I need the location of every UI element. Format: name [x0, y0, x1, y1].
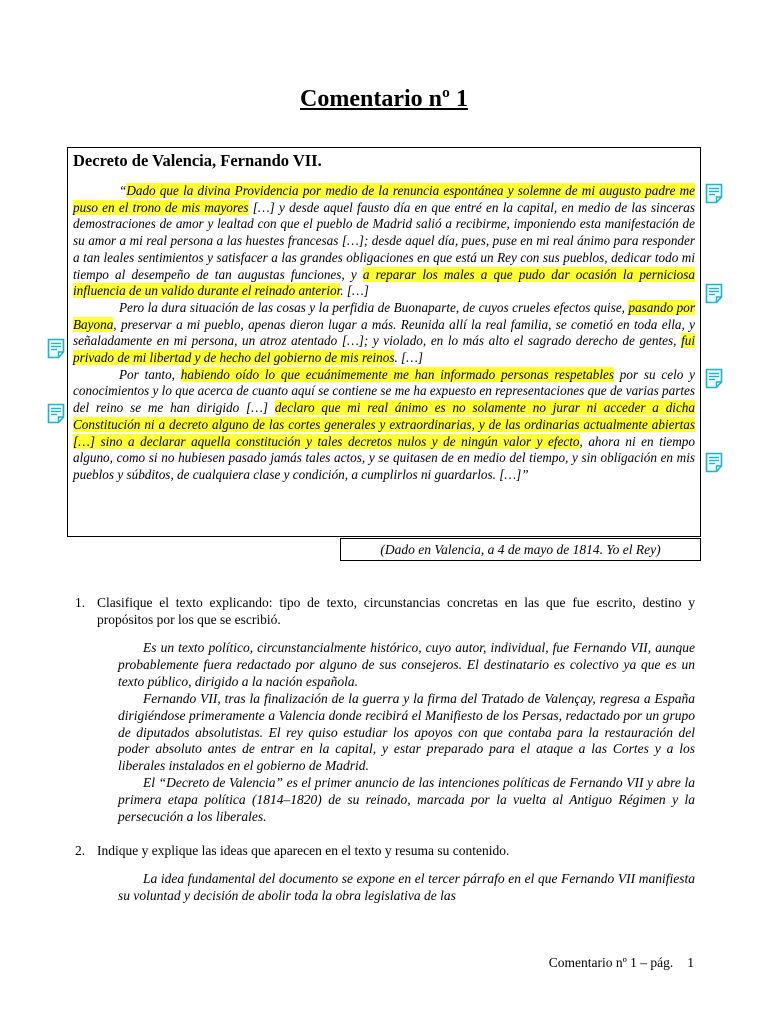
highlighted-text: pasando por Bayona [73, 299, 695, 332]
decree-paragraph [73, 183, 695, 300]
decree-text-segment: por su celo y conocimientos y lo que acerca de cuanto aquí se contiene se me ha expuesto en representaciones que de varias partes del reino se me han dirigido […] [73, 366, 695, 416]
question-number: 2. [75, 842, 86, 858]
highlighted-text: Dado que la divina Providencia por medio de la renuncia espontánea y solemne de mi augusto padre me puso en el trono de mis mayores [73, 183, 695, 215]
page-footer [549, 955, 694, 971]
decree-text-segment: . […] [340, 283, 369, 299]
decree-heading: Decreto de Valencia, Fernando VII. [73, 151, 322, 170]
note-icon[interactable] [705, 283, 723, 304]
note-icon[interactable] [705, 368, 723, 389]
question-text: Indique y explique las ideas que aparecen en el texto y resuma su contenido. [97, 842, 510, 858]
note-icon[interactable] [47, 403, 65, 424]
question-1 [75, 594, 695, 826]
highlighted-text: habiendo oído lo que ecuánimemente me han informado personas respetables [180, 366, 614, 382]
decree-paragraph [73, 367, 695, 484]
decree-text-segment: . […] [394, 350, 424, 366]
answer-paragraph: Es un texto político, circunstancialmente histórico, cuyo autor, individual, fue Fernando VII, aunque probablemente fuera redactado por alguno de sus consejeros. El destinatario es colectivo ya que es un texto público, dirigido a la nación española. [118, 640, 695, 689]
decree-text [73, 183, 695, 484]
highlighted-text: fui privado de mi libertad y de hecho del gobierno de mis reinos [73, 333, 695, 366]
decree-text-segment: “ [119, 183, 127, 198]
page-number: 1 [687, 955, 694, 970]
note-icon[interactable] [705, 183, 723, 204]
note-icon[interactable] [47, 338, 65, 359]
answer-paragraph: Fernando VII, tras la finalización de la guerra y la firma del Tratado de Valençay, regresa a España dirigiéndose primeramente a Valencia donde recibirá el Manifiesto de los Persas, redactado por un grupo de diputados absolutistas. El rey quiso estudiar los apoyos con que contaba para la restauración del poder absoluto antes de entrar en la capital, y estar preparado para el ataque a las Cortes y a los liberales instalados en el gobierno de Madrid. [118, 690, 695, 774]
footer-label: Comentario nº 1 – pág. [548, 955, 674, 970]
question-number: 1. [75, 595, 86, 610]
question-text: Clasifique el texto explicando: tipo de texto, circunstancias concretas en las que fue escrito, destino y propósitos por los que se escribió. [97, 595, 695, 627]
answer-paragraph: La idea fundamental del documento se expone en el tercer párrafo en el que Fernando VII manifiesta su voluntad y decisión de abolir toda la obra legislativa de las [118, 870, 695, 903]
decree-paragraph [73, 300, 695, 367]
answer-2 [118, 871, 695, 905]
page-title: Comentario nº 1 [300, 86, 468, 112]
decree-text-segment: , preservar a mi pueblo, apenas dieron lugar a más. Reunida allí la real familia, se cometió en toda ella, y señaladamente en mi persona, un atroz atentado […]; y violado, en lo más alto el sagrado derecho de gentes, [73, 316, 695, 349]
answer-paragraph: El “Decreto de Valencia” es el primer anuncio de las intenciones políticas de Fernando VII y abre la primera etapa política (1814–1820) de su reinado, marcada por la vuelta al Antiguo Régimen y la persecución a los liberales. [118, 775, 695, 825]
highlighted-text: a reparar los males a que pudo dar ocasión la perniciosa influencia de un valido durante el reinado anterior [73, 266, 695, 299]
decree-text-segment: Por tanto, [119, 366, 181, 382]
note-icon[interactable] [705, 452, 723, 473]
questions-list [75, 594, 695, 905]
question-2 [75, 842, 695, 905]
highlighted-text: declaro que mi real ánimo es no solamente no jurar ni acceder a dicha Constitución ni a decreto alguno de las cortes generales y extraordinarias, y de las ordinarias actualmente abiertas […] sino a declarar aquella constitución y tales decretos nulos y de ningún valor y efecto [73, 400, 695, 449]
decree-box [67, 147, 701, 537]
decree-text-segment: Pero la dura situación de las cosas y la perfidia de Buonaparte, de cuyos crueles efectos quise, [119, 299, 629, 315]
decree-text-segment: , ahora ni en tiempo alguno, como si no hubiesen pasado jamás tales actos, y se quitasen de en medio del tiempo, y sin obligación en mis pueblos y súbditos, de cualquiera clase y condición, a cumplirlos ni guardarlos. […]” [73, 433, 695, 482]
decree-text-segment: […] y desde aquel fausto día en que entré en la capital, en medio de las sinceras demostraciones de amor y lealtad con que el pueblo de Madrid salió a recibirme, imponiendo esta manifestación de su amor a mi real persona a las huestes francesas […]; desde aquel día, pues, puse en mi real ánimo para responder a tan leales sentimientos y satisfacer a las grandes obligaciones en que está un Rey con sus pueblos, dedicar todo mi tiempo al desempeño de tan augustas funciones, y [73, 199, 695, 282]
answer-1 [118, 640, 695, 826]
decree-signature: (Dado en Valencia, a 4 de mayo de 1814. Yo el Rey) [340, 538, 701, 561]
